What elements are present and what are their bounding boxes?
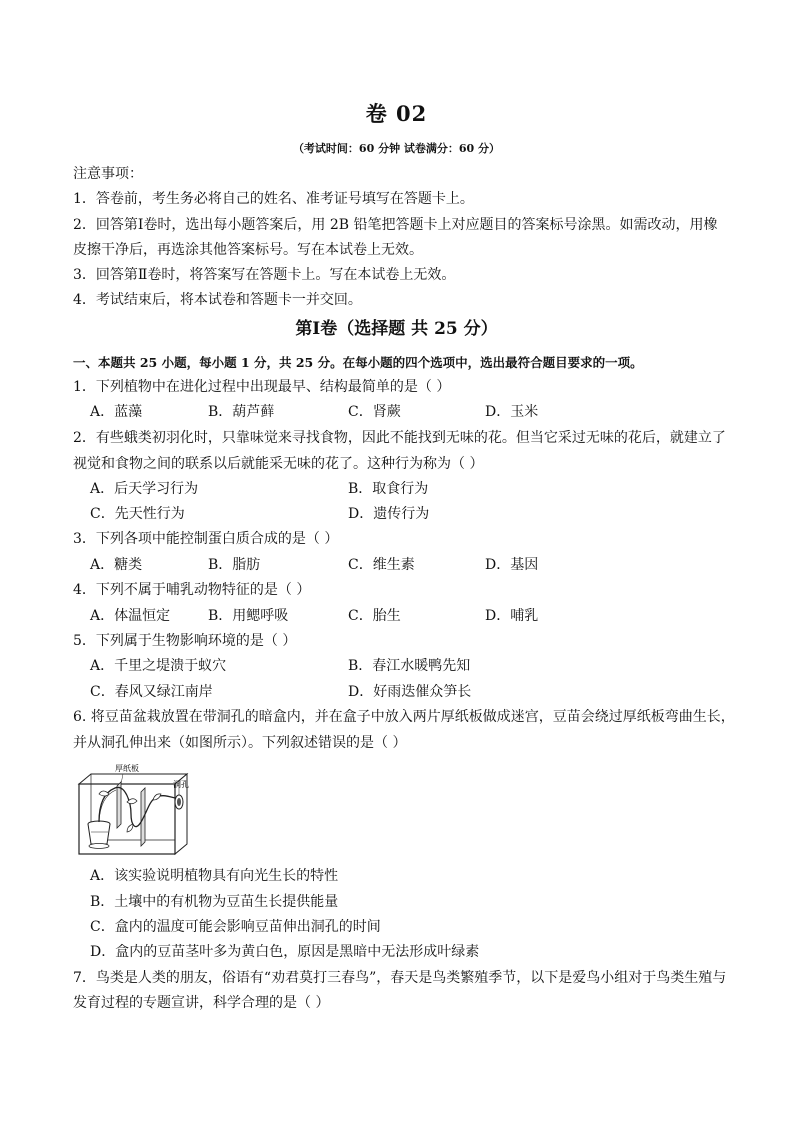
question-5-option-c[interactable]: C．春风又绿江南岸 (90, 684, 213, 700)
question-1-option-d[interactable]: D．玉米 (485, 404, 539, 420)
question-3-option-b[interactable]: B．脂肪 (208, 557, 261, 573)
hole-label: 洞孔 (173, 780, 189, 789)
question-1-option-a[interactable]: A．蓝藻 (90, 404, 143, 420)
question-2-option-c[interactable]: C．先天性行为 (90, 506, 185, 522)
question-5-option-b[interactable]: B．春江水暖鸭先知 (348, 658, 471, 674)
section-title: 第Ⅰ卷（选择题 共 25 分） (295, 319, 498, 339)
question-1-option-b[interactable]: B．葫芦藓 (208, 404, 275, 420)
question-6-stem: 6. 将豆苗盆栽放置在带洞孔的暗盒内，并在盒子中放入两片厚纸板做成迷宫，豆苗会绕过厚纸板弯曲生长， (73, 709, 735, 725)
question-5-stem: 5．下列属于生物影响环境的是（ ） (73, 633, 297, 649)
question-6-stem-cont: 并从洞孔伸出来（如图所示）。下列叙述错误的是（ ） (73, 735, 407, 751)
question-6-option-a[interactable]: A．该实验说明植物具有向光生长的特性 (90, 868, 339, 884)
note-item-1: 1．答卷前，考生务必将自己的姓名、准考证号填写在答题卡上。 (73, 191, 474, 207)
question-5-option-a[interactable]: A．千里之堤溃于蚁穴 (90, 658, 227, 674)
question-4-option-c[interactable]: C．胎生 (348, 608, 401, 624)
paper-subtitle: （考试时间：60 分钟 试卷满分：60 分） (292, 142, 501, 155)
question-4-option-a[interactable]: A．体温恒定 (90, 608, 171, 624)
question-2-option-d[interactable]: D．遗传行为 (348, 506, 430, 522)
note-item-2-cont: 皮擦干净后，再选涂其他答案标号。写在本试卷上无效。 (73, 242, 423, 258)
maze-box-diagram (75, 762, 195, 858)
note-item-3: 3．回答第Ⅱ卷时，将答案写在答题卡上。写在本试卷上无效。 (73, 267, 456, 283)
notes-heading: 注意事项： (73, 166, 143, 182)
cardboard-label: 厚纸板 (115, 764, 139, 773)
question-1-stem: 1．下列植物中在进化过程中出现最早、结构最简单的是（ ） (73, 379, 451, 395)
question-3-stem: 3．下列各项中能控制蛋白质合成的是（ ） (73, 531, 339, 547)
paper-title: 卷 02 (365, 101, 428, 126)
question-7-stem-cont: 发育过程的专题宣讲，科学合理的是（ ） (73, 995, 330, 1011)
question-4-option-b[interactable]: B．用鳃呼吸 (208, 608, 289, 624)
seedling-maze-figure (75, 762, 195, 858)
question-3-option-a[interactable]: A．糖类 (90, 557, 143, 573)
question-3-option-d[interactable]: D．基因 (485, 557, 539, 573)
question-2-stem-cont: 视觉和食物之间的联系以后就能采无味的花了。这种行为称为（ ） (73, 456, 484, 472)
question-6-option-c[interactable]: C．盒内的温度可能会影响豆苗伸出洞孔的时间 (90, 919, 381, 935)
question-2-stem: 2．有些蛾类初羽化时，只靠味觉来寻找食物，因此不能找到无味的花。但当它采过无味的花后，就建立了 (73, 430, 726, 446)
question-1-option-c[interactable]: C．肾蕨 (348, 404, 401, 420)
question-2-option-b[interactable]: B．取食行为 (348, 481, 429, 497)
question-4-stem: 4．下列不属于哺乳动物特征的是（ ） (73, 582, 311, 598)
question-3-option-c[interactable]: C．维生素 (348, 557, 415, 573)
question-2-option-a[interactable]: A．后天学习行为 (90, 481, 199, 497)
question-6-option-d[interactable]: D．盒内的豆苗茎叶多为黄白色，原因是黑暗中无法形成叶绿素 (90, 944, 480, 960)
question-5-option-d[interactable]: D．好雨迭催众笋长 (348, 684, 472, 700)
note-item-4: 4．考试结束后，将本试卷和答题卡一并交回。 (73, 292, 362, 308)
note-item-2: 2．回答第Ⅰ卷时，选出每小题答案后，用 2B 铅笔把答题卡上对应题目的答案标号涂黑。如需改动，用橡 (73, 217, 718, 233)
section-instruction: 一、本题共 25 小题，每小题 1 分，共 25 分。在每小题的四个选项中，选出最符合题目要求的一项。 (73, 355, 643, 370)
question-6-option-b[interactable]: B．土壤中的有机物为豆苗生长提供能量 (90, 894, 339, 910)
question-4-option-d[interactable]: D．哺乳 (485, 608, 539, 624)
question-7-stem: 7．鸟类是人类的朋友，俗语有“劝君莫打三春鸟”，春天是鸟类繁殖季节，以下是爱鸟小组对于鸟类生殖与 (73, 970, 727, 986)
